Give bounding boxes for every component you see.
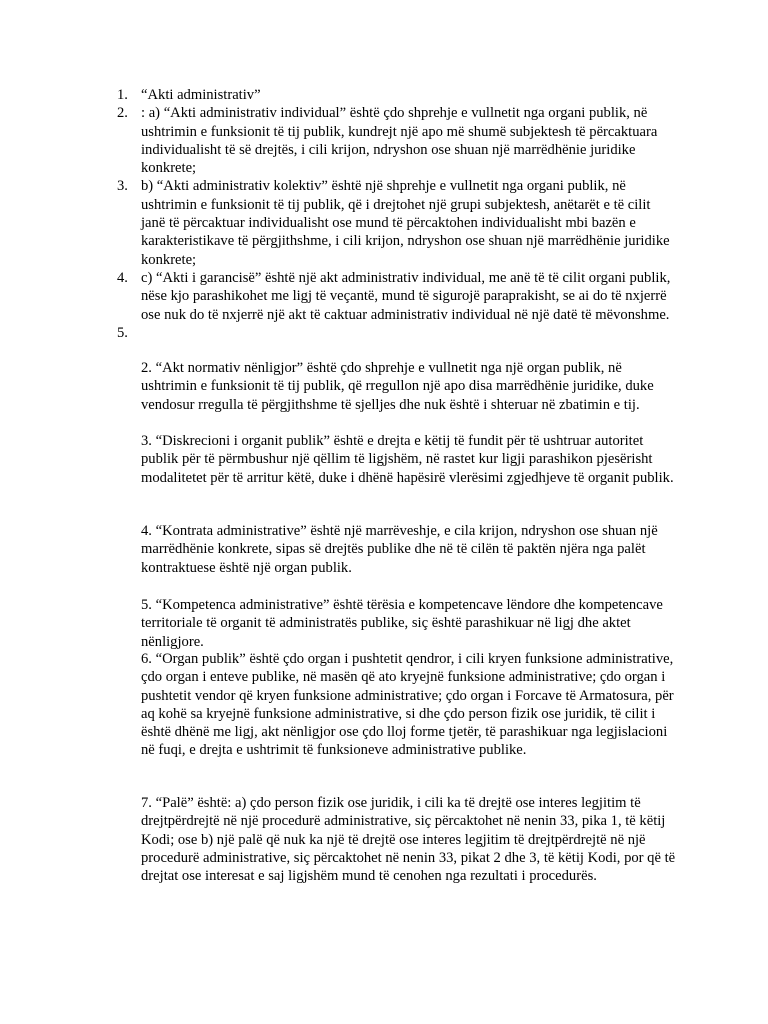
list-item bbox=[117, 177, 677, 268]
list-item-number: 3. bbox=[117, 178, 128, 195]
definition-paragraph: 7. “Palë” është: a) çdo person fizik ose juridik, i cili ka të drejtë ose interes legjitim të drejtpërdrejtë në një procedurë administrative, siç përcaktohet në nenin 33, pika 1, të këtij Kodi; ose b) një palë që nuk ka një të drejtë ose interes legjitim të drejtpërdrejtë në një procedurë administrative, siç përcaktohet në nenin 33, pikat 2 dhe 3, të këtij Kodi, por që të drejtat ose interesat e saj ligjshëm mund të cenohen nga rezultati i procedurës. bbox=[141, 795, 676, 885]
list-item bbox=[117, 86, 677, 104]
list-item-text: c) “Akti i garancisë” është një akt administrativ individual, me anë të të cilit organi publik, nëse kjo parashikohet me ligj të veçantë, mund të sigurojë paraprakisht, se ai do të nxjerrë ose nuk do të nxjerrë një akt të caktuar administrativ individual në një datë të mëvonshme. bbox=[141, 269, 671, 323]
list-item-number: 4. bbox=[117, 269, 128, 286]
list-item-text: b) “Akti administrativ kolektiv” është një shprehje e vullnetit nga organi publik, në ushtrimin e funksionit të tij publik, që i drejtohet një grupi subjektesh, anëtarët e të cilit janë të përcaktuar individualisht ose mund të përcaktohen individualisht mbi bazën e karakteristikave të përgjithshme, i cili krijon, ndryshon ose shuan një marrëdhënie juridike konkrete; bbox=[141, 178, 670, 268]
list-item-text bbox=[141, 324, 677, 342]
list-item-text: : a) “Akti administrativ individual” është çdo shprehje e vullnetit nga organi publik, në ushtrimin e funksionit të tij publik, kundrejt një apo më shumë subjektesh të përcaktuara individualisht të së drejtës, i cili krijon, ndryshon ose shuan një marrëdhënie juridike konkrete; bbox=[141, 105, 658, 177]
definition-paragraph: 3. “Diskrecioni i organit publik” është e drejta e këtij të fundit për të ushtruar autoritet publik për të përmbushur një qëllim të ligjshëm, në rastet kur ligji parashikon pjesërisht modalitetet për të arritur këtë, duke i dhënë hapësirë vlerësimi zgjedhjeve të organit publik. bbox=[141, 433, 674, 486]
list-item bbox=[117, 324, 677, 342]
definition-paragraph: 2. “Akt normativ nënligjor” është çdo shprehje e vullnetit nga një organ publik, në ushtrimin e funksionit të tij publik, që rregullon një apo disa marrëdhënie juridike, duke vendosur rregulla të përgjithshme të sjelljes dhe nuk është i shteruar në zbatimin e tij. bbox=[141, 360, 654, 413]
numbered-list bbox=[117, 86, 677, 342]
list-item bbox=[117, 104, 677, 177]
list-item-number: 2. bbox=[117, 105, 128, 122]
definition-paragraph: 4. “Kontrata administrative” është një marrëveshje, e cila krijon, ndryshon ose shuan një marrëdhënie konkrete, sipas së drejtës publike dhe në të cilën të paktën njëra nga palët kontraktuese është një organ publik. bbox=[141, 523, 658, 576]
list-item-text: “Akti administrativ” bbox=[141, 87, 261, 103]
list-item-number: 5. bbox=[117, 324, 128, 341]
definition-paragraph: 6. “Organ publik” është çdo organ i pushtetit qendror, i cili kryen funksione administrative, çdo organ i enteve publike, në masën që ato kryejnë funksione administrative; çdo organ i pushtetit vendor që kryen funksione administrative; çdo organ i Forcave të Armatosura, për aq kohë sa kryejnë funksione administrative, si dhe çdo person fizik ose juridik, të cilit i është dhënë me ligj, akt nënligjor ose çdo lloj forme tjetër, të parashikuar nga legjislacioni në fuqi, e drejta e ushtrimit të funksioneve administrative publike. bbox=[141, 651, 674, 759]
definition-paragraph: 5. “Kompetenca administrative” është tërësia e kompetencave lëndore dhe kompetencave territoriale të organit të administratës publike, siç është parashikuar në ligj dhe aktet nënligjore. bbox=[141, 597, 663, 650]
list-item-number: 1. bbox=[117, 87, 128, 103]
list-item bbox=[117, 269, 677, 324]
